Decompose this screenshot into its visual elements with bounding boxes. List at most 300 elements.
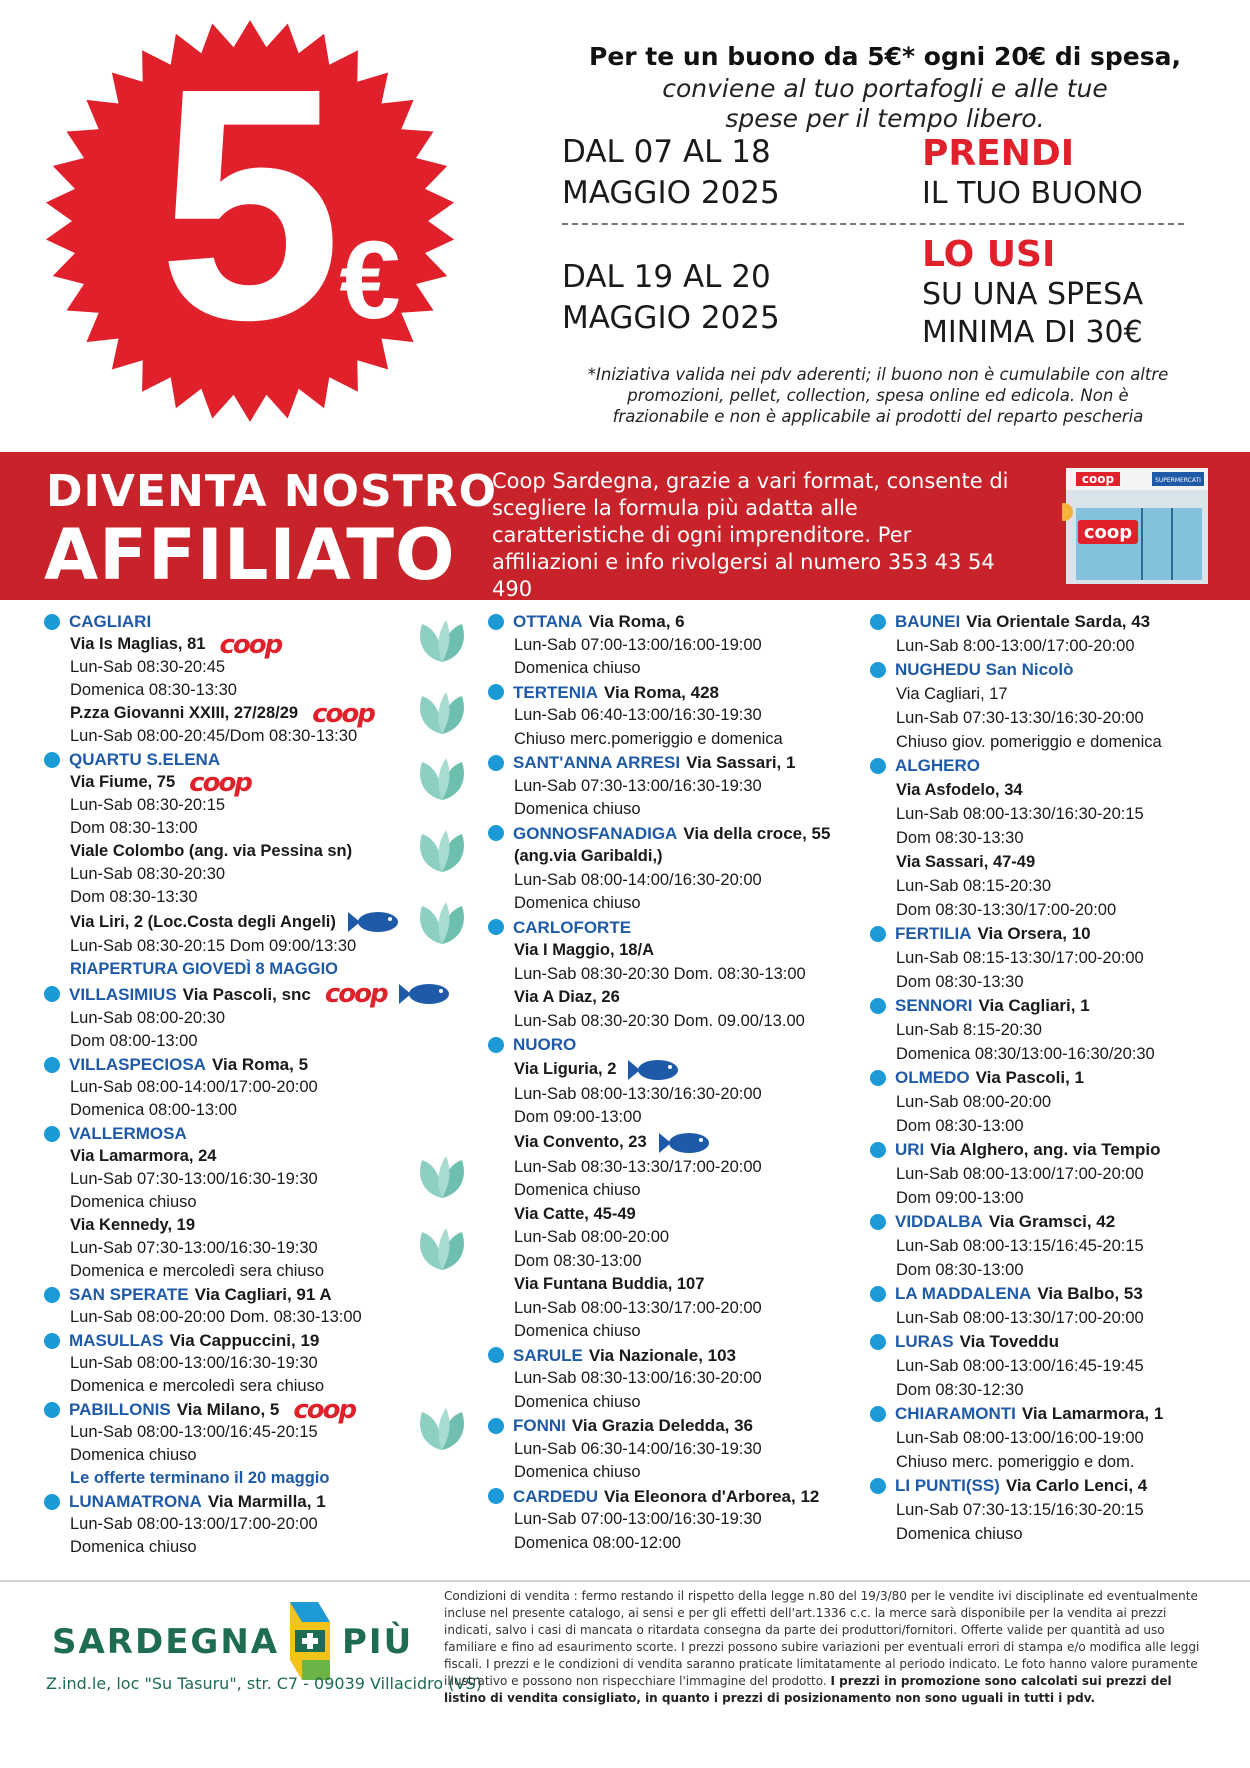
store-street (514, 1273, 868, 1297)
sardegna-piu-logo (52, 1600, 452, 1680)
store-town (44, 1394, 474, 1425)
burst-value: 5 (158, 19, 342, 388)
store-entry (488, 916, 868, 1034)
headline-line-3: spese per il tempo libero. (725, 104, 1045, 133)
store-hours (70, 1007, 474, 1030)
location-dot-icon (488, 755, 504, 771)
location-dot-icon (488, 1488, 504, 1504)
store-line-text: Domenica chiuso (70, 1538, 197, 1556)
action-2-title: LO USI (922, 234, 1056, 275)
location-dot-icon (44, 986, 60, 1002)
promo-note: *Iniziativa valida nei pdv aderenti; il buono non è cumulabile con altre promozioni, pellet, collection, spesa online ed edicola. Non è frazionabile e non è applicabile ai prodotti del reparto pescheria (587, 365, 1169, 426)
action-2 (922, 234, 1143, 352)
store-line-text: Via Liri, 2 (Loc.Costa degli Angeli) (70, 912, 336, 931)
store-town-name: LA MADDALENA (895, 1284, 1032, 1303)
store-town-name: MASULLAS (69, 1331, 164, 1350)
store-line-text: Domenica chiuso (514, 800, 641, 818)
store-entry (44, 1490, 474, 1559)
store-line-text: Domenica 08:30/13:00-16:30/20:30 (896, 1045, 1155, 1063)
store-hours (70, 1191, 474, 1214)
location-dot-icon (870, 998, 886, 1014)
store-address: Via Sassari, 1 (686, 753, 796, 772)
store-hours (896, 1498, 1230, 1522)
store-hours (70, 1513, 474, 1536)
store-entry (44, 1329, 474, 1398)
store-entry (870, 1282, 1230, 1330)
store-line-text: Domenica chiuso (70, 1446, 197, 1464)
store-line-text: Domenica 08:30-13:30 (70, 681, 237, 699)
store-hours (896, 1450, 1230, 1474)
store-town-name: LI PUNTI(SS) (895, 1476, 1000, 1495)
store-street (896, 850, 1230, 874)
store-address: Via Balbo, 53 (1037, 1284, 1143, 1303)
store-town (44, 1329, 474, 1352)
store-line-text: Chiuso merc. pomeriggio e dom. (896, 1453, 1135, 1471)
store-hours (70, 1421, 474, 1444)
store-hours (514, 1106, 868, 1130)
store-hours (514, 1250, 868, 1274)
store-town (870, 1474, 1230, 1498)
store-line-text: Lun-Sab 08:00-13:30/17:00-20:00 (514, 1298, 762, 1317)
store-entry (44, 1394, 474, 1490)
location-dot-icon (488, 919, 504, 935)
store-line-text: (ang.via Garibaldi,) (514, 847, 663, 865)
store-line-text: Domenica chiuso (514, 894, 641, 912)
logo-plus-mark (284, 1600, 336, 1682)
store-line-text: Domenica chiuso (514, 1463, 641, 1481)
store-address: Via Cappuccini, 19 (169, 1331, 320, 1350)
location-dot-icon (44, 1126, 60, 1142)
store-line-text: Lun-Sab 08:30-20:15 (70, 796, 226, 814)
store-line-text: Via Kennedy, 19 (70, 1216, 196, 1234)
location-dot-icon (870, 1334, 886, 1350)
store-street (514, 1203, 868, 1227)
store-entry (488, 610, 868, 681)
store-line-text: Domenica chiuso (896, 1525, 1023, 1543)
store-town (870, 610, 1230, 634)
store-line-text: Viale Colombo (ang. via Pessina sn) (70, 842, 353, 860)
coop-logo-icon (293, 1394, 356, 1425)
store-line-text: Domenica chiuso (514, 659, 641, 677)
store-line-text: Lun-Sab 08:15-13:30/17:00-20:00 (896, 949, 1144, 967)
store-notice (70, 958, 474, 981)
store-line-text: Lun-Sab 06:40-13:00/16:30-19:30 (514, 706, 762, 724)
store-hours (896, 1306, 1230, 1330)
store-entry (870, 1210, 1230, 1282)
store-address: Via Carlo Lenci, 4 (1005, 1476, 1148, 1495)
store-town-name: BAUNEI (895, 612, 961, 631)
store-hours (896, 826, 1230, 850)
store-hours (896, 730, 1230, 754)
store-line-text: Lun-Sab 08:00-13:30/17:00-20:00 (896, 1309, 1144, 1327)
store-line-text: Domenica chiuso (514, 1181, 641, 1199)
period-1-line-1: DAL 07 AL 18 (562, 134, 771, 170)
store-entry (870, 994, 1230, 1066)
store-town (488, 916, 868, 940)
store-hours (70, 1099, 474, 1122)
store-town-name: SAN SPERATE (69, 1285, 189, 1304)
store-hours (70, 679, 474, 702)
store-address: Via Nazionale, 103 (588, 1345, 737, 1365)
store-street (514, 939, 868, 963)
store-address: Via Roma, 5 (211, 1055, 309, 1074)
banner-title-1: DIVENTA NOSTRO (46, 466, 498, 517)
store-hours (514, 1367, 868, 1391)
legal-bold-text: I prezzi in promozione sono calcolati sui prezzi del listino di vendita consigliato, in quanto i prezzi di posizionamento non sono uguali in tutti i pdv. (444, 1674, 1172, 1705)
location-dot-icon (870, 614, 886, 630)
store-line-text: Lun-Sab 08:00-13:00/17:00-20:00 (70, 1515, 318, 1533)
location-dot-icon (870, 1286, 886, 1302)
location-dot-icon (44, 1287, 60, 1303)
store-line-text: Domenica 08:00-13:00 (70, 1101, 237, 1119)
store-notice (70, 1467, 474, 1490)
store-town (870, 1066, 1230, 1090)
fish-icon (399, 981, 451, 1007)
store-hours (896, 1234, 1230, 1258)
store-town-name: CARLOFORTE (513, 917, 632, 937)
footer-divider (0, 1580, 1250, 1582)
fish-icon (628, 1057, 680, 1083)
store-hours (514, 704, 868, 728)
store-town-name: NUGHEDU San Nicolò (895, 660, 1074, 679)
logo-text-left: SARDEGNA (52, 1622, 280, 1662)
company-address: Z.ind.le, loc "Su Tasuru", str. C7 - 09039 Villacidro (VS) (46, 1674, 482, 1693)
store-hours (70, 817, 474, 840)
eco-leaf-icon (416, 1154, 468, 1200)
store-address: Via Pascoli, 1 (975, 1068, 1084, 1087)
store-hours (70, 1168, 474, 1191)
action-1 (922, 133, 1143, 213)
eco-leaf-icon (416, 828, 468, 874)
store-town-name: OTTANA (513, 612, 583, 631)
store-hours (514, 1391, 868, 1415)
store-town-name: VALLERMOSA (69, 1124, 187, 1143)
store-entry (488, 681, 868, 752)
store-entry (44, 981, 474, 1053)
store-entry (870, 1474, 1230, 1546)
location-dot-icon (488, 1418, 504, 1434)
store-street (70, 840, 474, 863)
location-dot-icon (870, 1070, 886, 1086)
store-hours (896, 706, 1230, 730)
store-line-text: Lun-Sab 08:00-13:00/16:45-19:45 (896, 1357, 1144, 1375)
burst-currency: € (339, 219, 401, 342)
store-line-text: Via Catte, 45-49 (514, 1204, 636, 1223)
store-town (44, 1122, 474, 1145)
store-town-name: TERTENIA (513, 682, 598, 702)
store-entry (870, 610, 1230, 658)
store-hours (896, 802, 1230, 826)
store-street (70, 698, 474, 729)
store-line-text: Lun-Sab 07:30-13:30/16:30-20:00 (896, 709, 1144, 727)
store-address: Via Roma, 6 (588, 612, 685, 631)
coop-logo-icon (324, 979, 387, 1009)
store-hours (70, 935, 474, 958)
coop-logo-text: coop (189, 767, 251, 798)
store-town-name: VIDDALBA (895, 1212, 983, 1231)
location-dot-icon (870, 758, 886, 774)
store-line-text: Via A Diaz, 26 (514, 988, 620, 1006)
eco-leaf-icon (416, 690, 468, 736)
store-entry (870, 658, 1230, 754)
store-hours (514, 1320, 868, 1344)
store-town (44, 748, 474, 771)
legal-conditions (444, 1588, 1204, 1707)
store-line-text: Lun-Sab 08:30-20:15 Dom 09:00/13:30 (70, 937, 357, 955)
store-line-text: Lun-Sab 06:30-14:00/16:30-19:30 (514, 1439, 762, 1458)
store-entry (488, 1414, 868, 1485)
store-line-text: Domenica chiuso (70, 1193, 197, 1211)
store-hours (896, 946, 1230, 970)
fish-icon (348, 909, 400, 935)
store-line-text: Lun-Sab 08:30-20:45 (70, 658, 226, 676)
store-line-text: Via Liguria, 2 (514, 1059, 617, 1078)
store-street (70, 767, 474, 798)
store-town-name: CAGLIARI (69, 612, 152, 631)
store-column-2 (488, 610, 868, 1555)
store-line-text: Lun-Sab 08:00-13:00/16:30-19:30 (70, 1354, 318, 1372)
store-street (70, 629, 474, 660)
store-town-name: PABILLONIS (69, 1400, 171, 1419)
store-line-text: Dom 09:00-13:00 (896, 1189, 1024, 1207)
store-hours (70, 1237, 474, 1260)
store-line-text: Lun-Sab 08:15-20:30 (896, 877, 1052, 895)
store-line-text: Dom 08:30-13:30/17:00-20:00 (896, 901, 1117, 919)
store-entry (870, 1138, 1230, 1210)
location-dot-icon (44, 1057, 60, 1073)
store-hours (514, 1297, 868, 1321)
store-street (70, 1214, 474, 1237)
store-hours (896, 970, 1230, 994)
store-hours (896, 1018, 1230, 1042)
store-town (488, 1033, 868, 1057)
store-town (870, 1282, 1230, 1306)
store-line-text: Lun-Sab 08:00-14:00/16:30-20:00 (514, 870, 762, 889)
store-line-text: Lun-Sab 08:00-13:00/16:45-20:15 (70, 1423, 318, 1441)
store-line-text: Via Lamarmora, 24 (70, 1147, 217, 1165)
store-line-text: Lun-Sab 08:00-20:30 (70, 1009, 226, 1027)
action-1-title: PRENDI (922, 133, 1075, 174)
store-town (870, 658, 1230, 682)
coop-logo-icon (312, 698, 374, 729)
store-entry (44, 1053, 474, 1122)
store-hours (514, 1508, 868, 1532)
store-line-text: Domenica e mercoledì sera chiuso (70, 1262, 325, 1280)
store-hours (896, 874, 1230, 898)
store-address: Via Orientale Sarda, 43 (966, 612, 1151, 631)
period-2-line-2: MAGGIO 2025 (562, 300, 780, 336)
store-address: Via Toveddu (959, 1332, 1060, 1351)
store-hours (896, 1354, 1230, 1378)
store-town-name: QUARTU S.ELENA (69, 750, 221, 769)
store-line-text: Dom 09:00-13:00 (514, 1108, 642, 1126)
store-town (488, 610, 868, 634)
store-entry (488, 1033, 868, 1344)
store-hours (514, 728, 868, 752)
store-town-name: SARULE (513, 1345, 583, 1365)
store-line-text: Via Funtana Buddia, 107 (514, 1275, 705, 1293)
store-line-text: Dom 08:00-13:00 (70, 1032, 198, 1050)
store-line-text: P.zza Giovanni XXIII, 27/28/29 (70, 704, 299, 722)
store-line-text: Lun-Sab 07:30-13:00/16:30-19:30 (514, 776, 762, 795)
store-hours (70, 725, 474, 748)
store-entry (870, 1066, 1230, 1138)
affiliate-banner (0, 452, 1250, 600)
store-hours (70, 1352, 474, 1375)
store-hours (896, 1378, 1230, 1402)
store-hours (896, 898, 1230, 922)
store-entry (870, 1402, 1230, 1474)
store-town-name: VILLASIMIUS (69, 984, 177, 1004)
store-address: Via Lamarmora, 1 (1021, 1404, 1164, 1423)
eco-leaf-icon (416, 618, 468, 664)
location-dot-icon (870, 926, 886, 942)
store-town (870, 1138, 1230, 1162)
action-2-text-1: SU UNA SPESA (922, 277, 1144, 312)
store-line-text: Lun-Sab 08:00-20:45/Dom 08:30-13:30 (70, 727, 358, 745)
store-line-text: Domenica e mercoledì sera chiuso (70, 1377, 325, 1395)
store-line-text: Lun-Sab 08:30-13:30/17:00-20:00 (514, 1157, 762, 1176)
store-hours (896, 634, 1230, 658)
store-hours (70, 886, 474, 909)
store-hours (70, 1306, 474, 1329)
period-2 (562, 257, 780, 339)
store-entry (488, 1485, 868, 1556)
store-hours (514, 1179, 868, 1203)
store-hours (70, 1444, 474, 1467)
store-line-text: Via I Maggio, 18/A (514, 941, 654, 959)
logo-text-right: PIÙ (342, 1622, 414, 1662)
store-town (44, 1053, 474, 1076)
location-dot-icon (488, 825, 504, 841)
store-line-text: Dom 08:30-13:30 (896, 973, 1024, 991)
store-line-text: Lun-Sab 08:00-13:30/16:30-20:00 (514, 1084, 762, 1103)
store-line-text: Lun-Sab 08:00-14:00/17:00-20:00 (70, 1078, 318, 1096)
store-hours (70, 1536, 474, 1559)
store-hours (896, 1522, 1230, 1546)
location-dot-icon (44, 1333, 60, 1349)
store-hours (514, 963, 868, 987)
headline-line-1: Per te un buono da 5€* ogni 20€ di spesa, (589, 42, 1181, 71)
store-town (870, 1330, 1230, 1354)
store-address: Via Cagliari, 1 (978, 996, 1090, 1015)
store-hours (896, 682, 1230, 706)
store-line-text: Via Fiume, 75 (70, 773, 176, 791)
store-town (488, 1485, 868, 1509)
store-town-name: SENNORI (895, 996, 973, 1015)
store-line-text: Lun-Sab 08:00-20:00 (896, 1093, 1052, 1111)
store-hours (514, 798, 868, 822)
store-line-text: RIAPERTURA GIOVEDÌ 8 MAGGIO (70, 960, 338, 978)
location-dot-icon (488, 684, 504, 700)
store-town-name: GONNOSFANADIGA (513, 823, 678, 843)
store-entry (488, 822, 868, 916)
store-line-text: Via Convento, 23 (514, 1132, 647, 1151)
price-burst (18, 18, 488, 433)
store-hours (896, 1090, 1230, 1114)
store-address: Via Gramsci, 42 (988, 1212, 1116, 1231)
store-hours (896, 1042, 1230, 1066)
store-address: Via Cagliari, 91 A (194, 1285, 332, 1304)
store-hours (70, 1030, 474, 1053)
store-town (488, 681, 868, 705)
store-line-text: Dom 08:30-13:30 (896, 829, 1024, 847)
location-dot-icon (44, 1494, 60, 1510)
store-hours (896, 1258, 1230, 1282)
store-hours (514, 634, 868, 658)
dashed-divider (562, 223, 1184, 225)
store-line-text: Dom 08:30-13:00 (896, 1261, 1024, 1279)
store-entry (488, 1344, 868, 1415)
store-town-name: OLMEDO (895, 1068, 970, 1087)
legal-text: Condizioni di vendita : fermo restando il rispetto della legge n.80 del 19/3/80 per le vendite ivi disciplinate ed eventualmente incluse nel presente catalogo, ai sensi e per gli effetti dell'art.1336 c.c. la merce sarà disponibile per la vendita ai prezzi indicati, salvo i casi di mancata o ritardata consegna da parte dei produttori/fornitori. Offerte valide per quantità ad uso familiare e fino ad esaurimento scorte. I prezzi possono subire variazioni per eventuali errori di stampa e/o modifica alle leggi fiscali. I prezzi e le condizioni di vendita saranno praticate limitatamente al periodo indicato. Le foto hanno valore puramente illustrativo e possono non rispecchiare l'immagine del prodotto. (444, 1589, 1200, 1688)
location-dot-icon (44, 752, 60, 768)
coop-logo-text: coop (312, 698, 374, 729)
store-address: Via Grazia Deledda, 36 (571, 1416, 754, 1435)
store-street (514, 986, 868, 1010)
store-line-text: Dom 08:30-12:30 (896, 1381, 1024, 1399)
coop-logo-text: coop (324, 979, 387, 1009)
store-line-text: Dom 08:30-13:00 (70, 819, 198, 837)
store-entry (44, 748, 474, 981)
location-dot-icon (488, 1037, 504, 1053)
store-street (514, 1130, 868, 1156)
store-line-text: Lun-Sab 8:00-13:00/17:00-20:00 (896, 637, 1135, 655)
store-town-name: URI (895, 1140, 925, 1159)
eco-leaf-icon (416, 1406, 468, 1452)
period-1 (562, 132, 780, 214)
store-hours (514, 1438, 868, 1462)
store-entry (870, 1330, 1230, 1402)
store-hours (896, 1426, 1230, 1450)
location-dot-icon (44, 1402, 60, 1418)
store-line-text: Lun-Sab 07:00-13:00/16:30-19:30 (514, 1510, 762, 1528)
store-hours (514, 1226, 868, 1250)
eco-leaf-icon (416, 1226, 468, 1272)
store-town (870, 754, 1230, 778)
store-line-text: Le offerte terminano il 20 maggio (70, 1469, 330, 1487)
store-town (870, 1402, 1230, 1426)
store-hours (70, 863, 474, 886)
store-town-name: FERTILIA (895, 924, 972, 943)
store-line-text: Lun-Sab 08:00-20:00 Dom. 08:30-13:00 (70, 1308, 362, 1326)
store-address: Via Eleonora d'Arborea, 12 (604, 1486, 820, 1506)
store-town-name: VILLASPECIOSA (69, 1055, 206, 1074)
store-street (514, 1057, 868, 1083)
store-town-name: CARDEDU (513, 1486, 598, 1506)
store-entry (870, 922, 1230, 994)
banner-title-2: AFFILIATO (44, 514, 456, 596)
store-town (870, 994, 1230, 1018)
store-hours (514, 1532, 868, 1556)
store-hours (514, 1010, 868, 1034)
store-line-text: Lun-Sab 08:00-13:15/16:45-20:15 (896, 1237, 1144, 1255)
store-hours (70, 1260, 474, 1283)
store-line-text: Lun-Sab 08:30-20:30 (70, 865, 226, 883)
banner-description: Coop Sardegna, grazie a vari format, consente di scegliere la formula più adatta alle caratteristiche di ogni imprenditore. Per affiliazioni e info rivolgersi al numero 353 43 54 490 (492, 469, 1009, 601)
storefront-image (1062, 464, 1212, 588)
location-dot-icon (488, 614, 504, 630)
store-town (870, 1210, 1230, 1234)
store-hours (896, 1114, 1230, 1138)
action-1-text: IL TUO BUONO (922, 176, 1143, 211)
store-sign-supermercati: SUPERMERCATI (1155, 477, 1201, 484)
location-dot-icon (870, 1214, 886, 1230)
store-line-text: Lun-Sab 08:00-13:30/16:30-20:15 (896, 805, 1144, 823)
coop-logo-text: coop (219, 629, 282, 660)
store-hours (514, 1461, 868, 1485)
headline-line-2: conviene al tuo portafogli e alle tue (662, 74, 1108, 103)
